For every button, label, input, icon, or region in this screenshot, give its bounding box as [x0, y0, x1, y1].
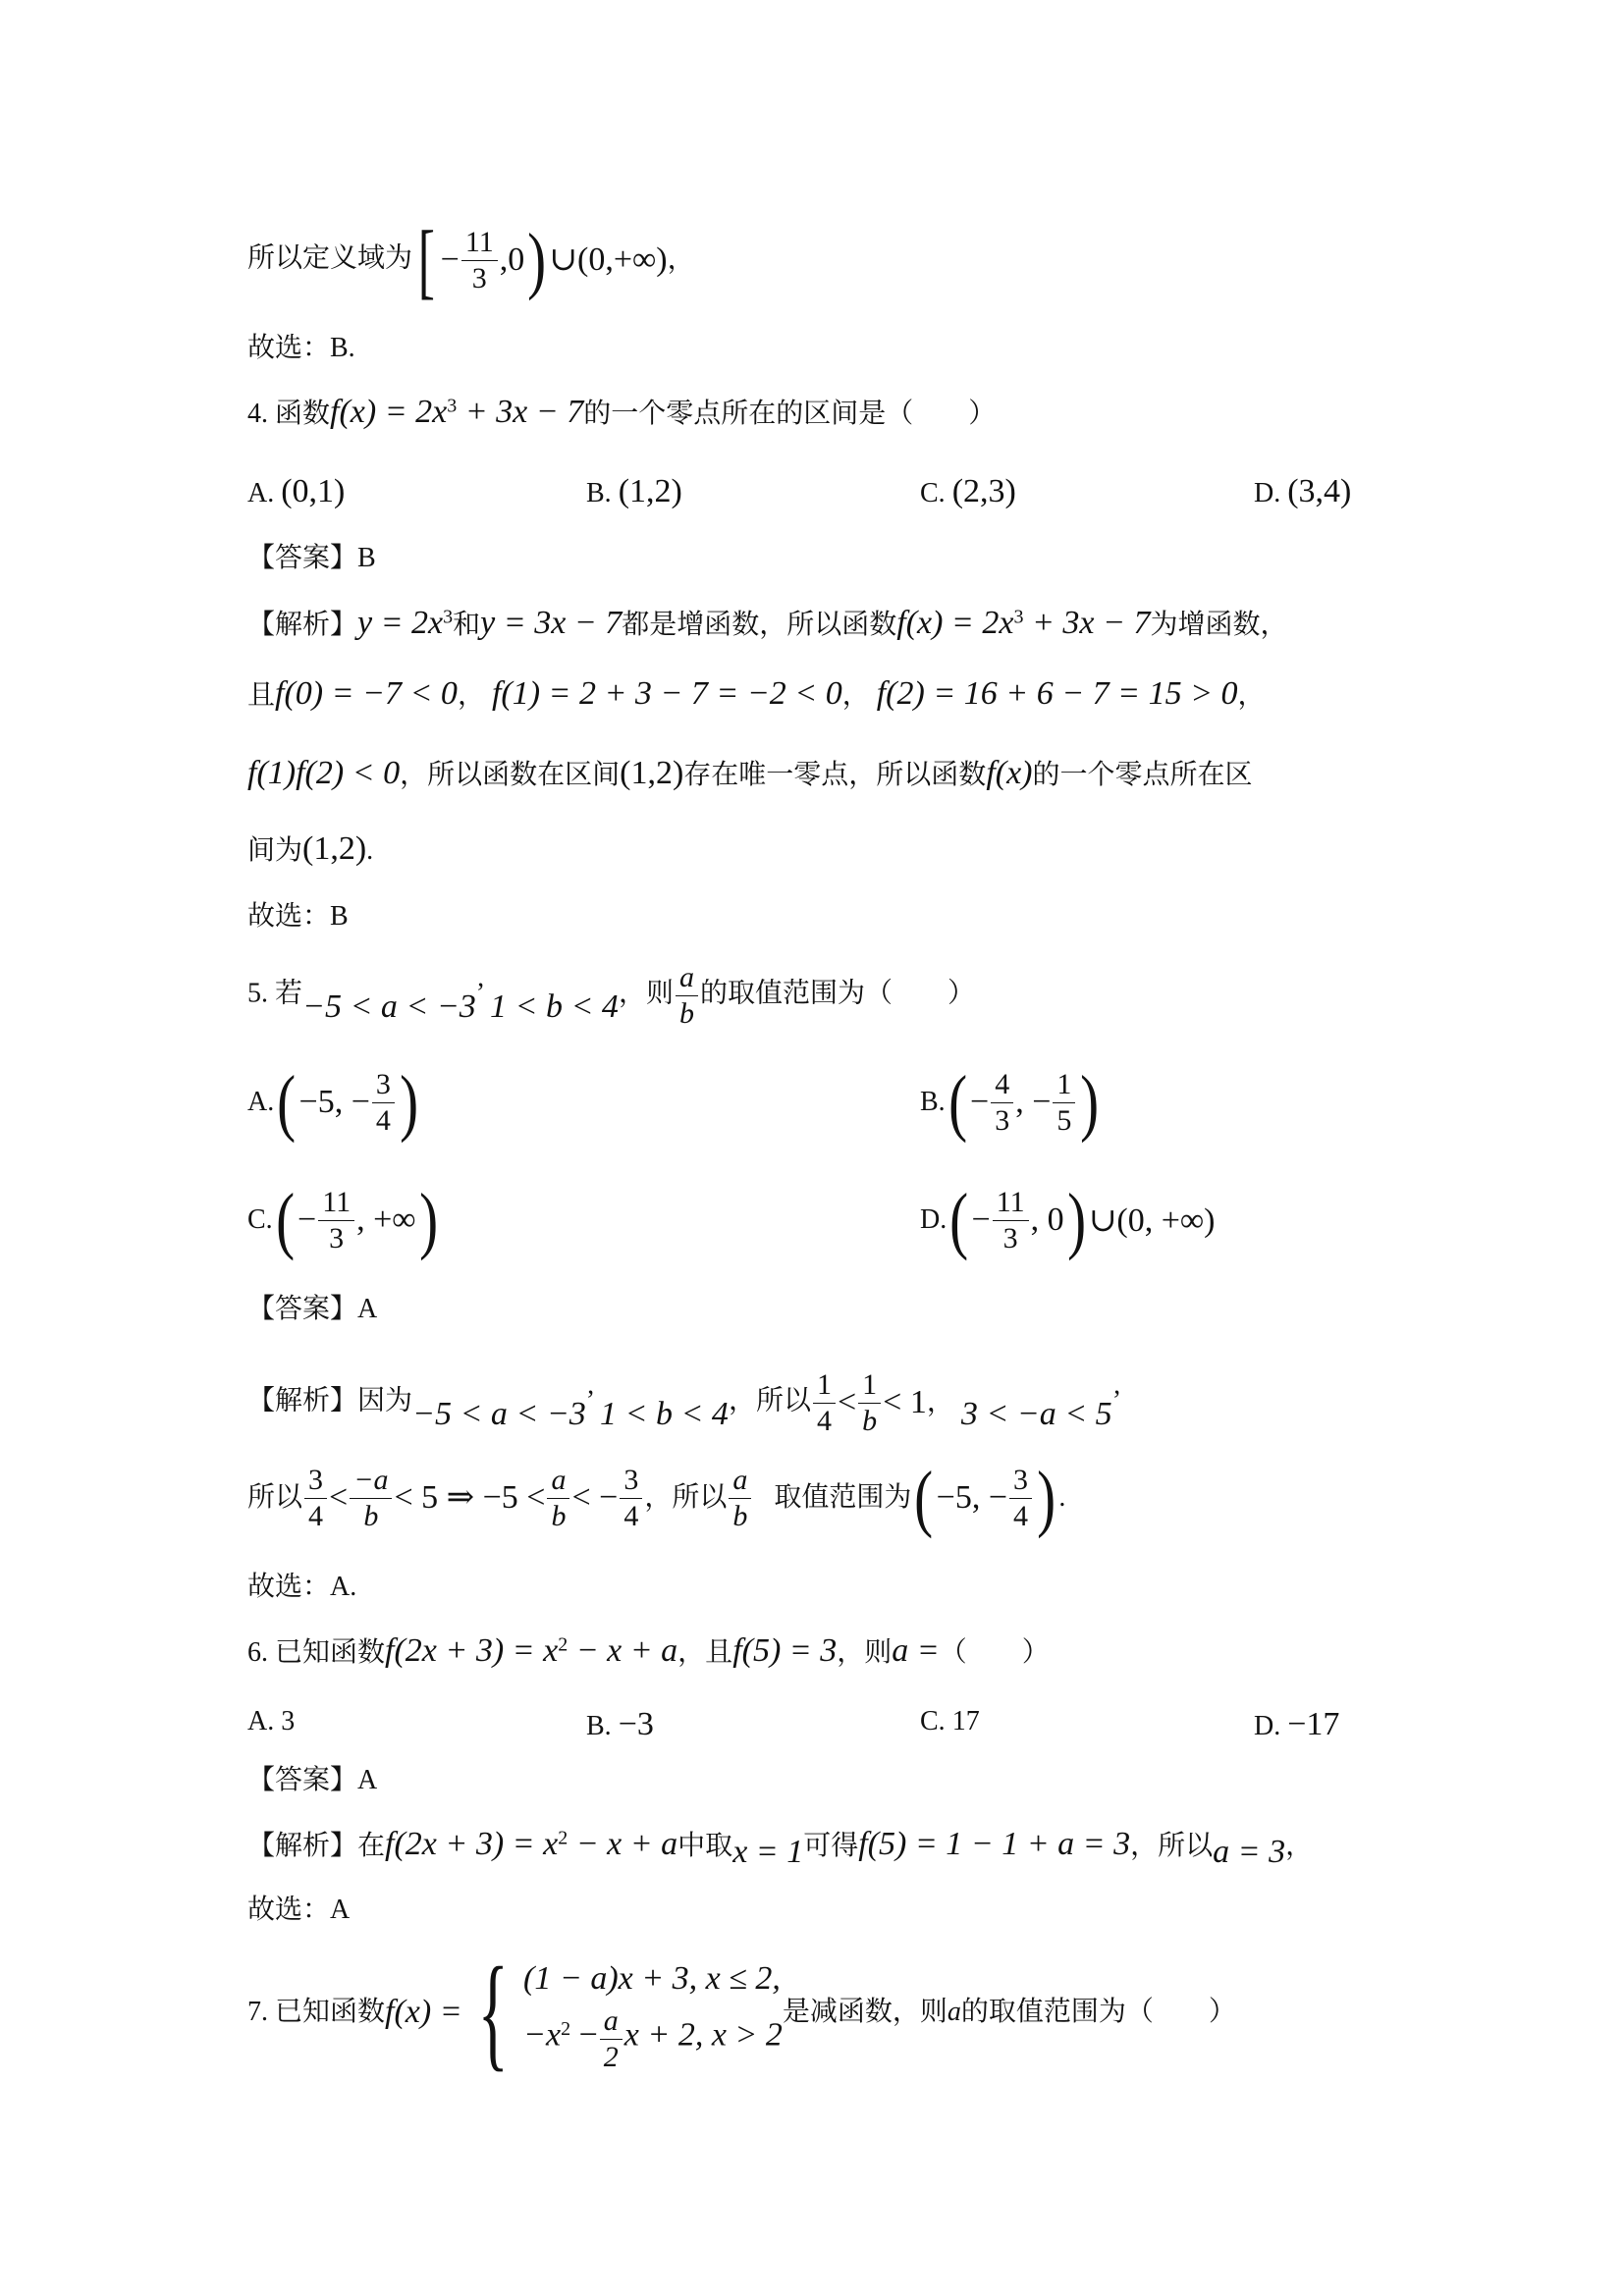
p1-text: 所以定义域为 — [247, 242, 413, 274]
sel5: 故选：A. — [247, 1572, 357, 1602]
q4-option-a: A. (0,1) — [247, 473, 346, 509]
q5-option-d: D.(− $\frac{11}{3}$ , 0)∪(0, +∞) — [920, 1179, 1216, 1261]
q5-option-c: C.(− $\frac{11}{3}$ , +∞) — [247, 1179, 438, 1261]
q6-option-c: C. 17 — [920, 1706, 980, 1736]
q6-option-a: A. 3 — [247, 1706, 296, 1736]
p1-line: 所以定义域为[ − $\frac{11}{3}$ ,0)∪(0,+∞)， — [247, 213, 695, 307]
q4-option-c: C. (2,3) — [920, 473, 1016, 509]
sel4: 故选：B — [247, 901, 349, 932]
q7-stem: 7. 已知函数f(x) = { (1 − a)x + 3, x ≤ 2, $-x^2$ − $\frac{a}{2}$ x + 2, x > 2是减函数，则a的取值范围为（ ） — [247, 1942, 1236, 2083]
q6-option-b: B. −3 — [586, 1706, 654, 1742]
sol5-line1: 【解析】因为−5 < a < −3’ 1 < b < 4，所以 $\frac{1}{4}$ < $\frac{1}{b}$ < 1， 3 < −a < 5’ — [247, 1368, 1122, 1437]
q4-option-d: D. (3,4) — [1254, 473, 1352, 509]
sol4-line4: 间为(1,2). — [247, 830, 374, 867]
q5-option-a: A.(−5, − $\frac{3}{4}$ ) — [247, 1061, 419, 1144]
q5-frac: $\frac{a}{b}$ — [676, 962, 698, 1029]
sel1: 故选：B. — [247, 333, 355, 363]
sol4-line1: 【解析】$y = 2x^3$和y = 3x − 7都是增函数，所以函数$f(x) = 2x^3 + 3x - 7$为增函数， — [247, 605, 1288, 641]
q4-stem: 4. 函数$f(x) = 2x^3 + 3x - 7$的一个零点所在的区间是（ ） — [247, 394, 997, 430]
q7-cases: (1 − a)x + 3, x ≤ 2, $-x^2$ − $\frac{a}{2}$ x + 2, x > 2 — [523, 1959, 783, 2073]
sol4-line2: 且f(0) = −7 < 0， f(1) = 2 + 3 − 7 = −2 < 0， f(2) = 16 + 6 − 7 = 15 > 0， — [247, 675, 1266, 712]
sol6-line: 【解析】在$f(2x + 3) = x^2 - x + a$中取x = 1可得f(5) = 1 − 1 + a = 3，所以a = 3， — [247, 1826, 1314, 1870]
q5-option-b: B.(− $\frac{4}{3}$ , − $\frac{1}{5}$ ) — [920, 1061, 1100, 1144]
ans6: 【答案】A — [247, 1765, 378, 1795]
q6-stem: 6. 已知函数$f(2x + 3) = x^2 - x + a$，且f(5) = 3，则a =（ ） — [247, 1632, 1050, 1669]
q5-stem: 5. 若−5 < a < −3’ 1 < b < 4，则 $\frac{a}{b}$ 的取值范围为（ ） — [247, 961, 975, 1030]
sol5-line2: 所以 $\frac{3}{4}$ < $\frac{-a}{b}$ < 5 ⇒ −5 < $\frac{a}{b}$ < − $\frac{3}{4}$ ，所以 $\frac{a}{b}$ 取值范围为(−5, − $\frac{3}{4}$ ) . — [247, 1457, 1066, 1539]
ans4: 【答案】B — [247, 543, 376, 573]
sel6: 故选：A — [247, 1895, 351, 1925]
p1-frac: $\frac{11}{3}$ — [461, 227, 498, 294]
q6-option-d: D. −17 — [1254, 1706, 1340, 1742]
sol4-line3: f(1)f(2) < 0，所以函数在区间(1,2)存在唯一零点，所以函数f(x)的一个零点所在区 — [247, 755, 1253, 791]
q4-option-b: B. (1,2) — [586, 473, 682, 509]
ans5: 【答案】A — [247, 1294, 378, 1324]
